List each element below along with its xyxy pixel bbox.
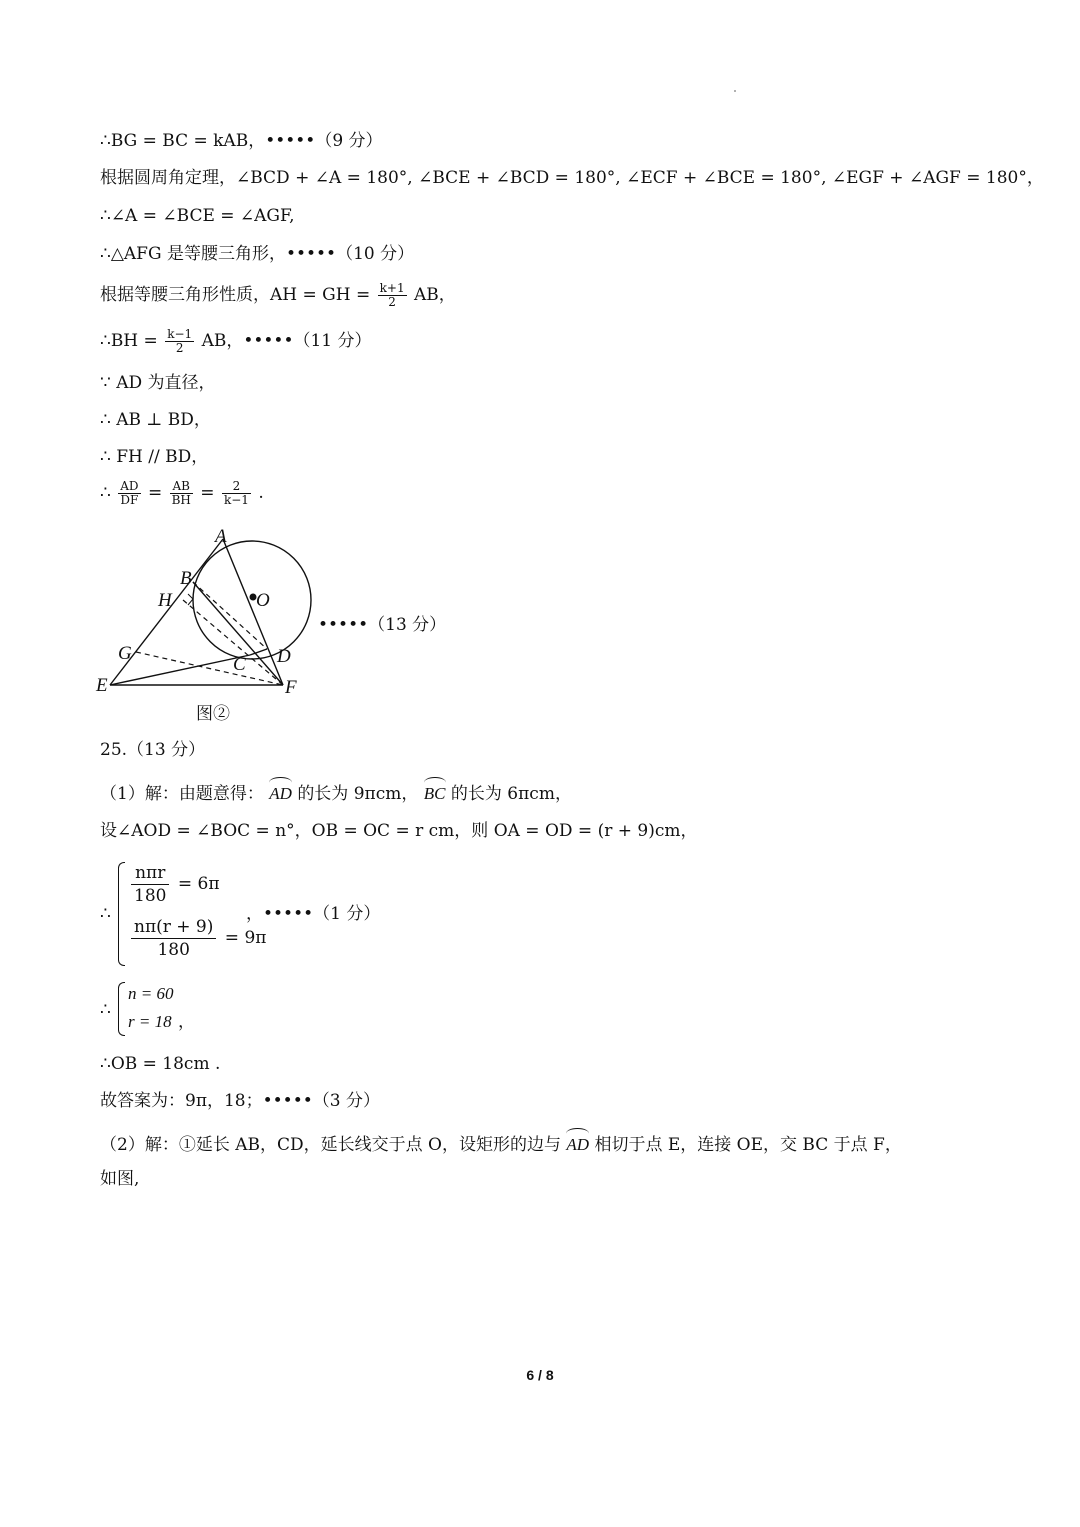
line-angle-equal: ∴∠A = ∠BCE = ∠AGF, [100, 206, 295, 226]
scan-speck [734, 90, 736, 92]
line-set-angle: 设∠AOD = ∠BOC = n°，OB = OC = r cm，则 OA = OD = (r + 9)cm， [100, 821, 698, 841]
line-isosceles: ∴△AFG 是等腰三角形，•••••（10 分） [100, 244, 415, 264]
label-e: E [96, 675, 108, 696]
ratio-prefix: ∴ [100, 483, 111, 503]
line-ab-perp-bd: ∴ AB ⊥ BD， [100, 410, 211, 430]
fraction-numerator: k+1 [379, 281, 405, 295]
system1-eq1 [128, 862, 220, 907]
arc-ad: AD [269, 779, 292, 805]
fraction-numerator: 2 [222, 480, 251, 494]
arc-bc: BC [424, 779, 446, 805]
dashed-gf [136, 652, 283, 685]
ratio-period: . [258, 483, 264, 503]
eq2-rhs: = 9π [224, 928, 267, 948]
fraction-denominator: 2 [388, 295, 396, 309]
ratio-fraction-ab-bh [170, 480, 193, 507]
fraction-denominator: 180 [134, 886, 167, 906]
arc-ad-part2: AD [566, 1130, 589, 1156]
line-part2 [100, 1130, 902, 1156]
label-h: H [158, 590, 172, 611]
fraction-denominator: k−1 [223, 493, 249, 507]
system2-eq1: n = 60 [128, 984, 174, 1003]
system2-brace [118, 982, 125, 1036]
line-ad-diameter: ∵ AD 为直径， [100, 373, 216, 393]
part1-text: （1）解：由题意得： [100, 784, 264, 804]
line-inscribed-angle: 根据圆周角定理，∠BCD + ∠A = 180°, ∠BCE + ∠BCD = 180°, ∠ECF + ∠BCE = 180°, ∠EGF + ∠AGF = 180°， [100, 168, 1044, 188]
system2-therefore: ∴ [100, 1000, 111, 1020]
label-a: A [215, 526, 227, 547]
score-13: •••••（13 分） [318, 615, 447, 635]
system1-brace [118, 862, 125, 966]
bh-fraction [165, 328, 194, 355]
label-f: F [285, 677, 297, 698]
label-b: B [180, 568, 192, 589]
line-bg-bc: ∴BG = BC = kAB，•••••（9 分） [100, 131, 383, 151]
line-bh [100, 328, 372, 355]
page-number: 6 / 8 [526, 1367, 554, 1383]
line-fh-parallel-bd: ∴ FH // BD， [100, 447, 209, 467]
system2-eq2: r = 18 [128, 1012, 172, 1031]
fraction-numerator: AB [170, 480, 193, 494]
part1-tail: 的长为 6πcm， [450, 784, 572, 804]
line-as-figure: 如图, [100, 1169, 140, 1189]
eq1-rhs: = 6π [177, 874, 220, 894]
fraction-numerator: AD [120, 479, 139, 493]
line-ratio [100, 480, 264, 507]
label-d: D [277, 646, 291, 667]
system1-score: ，•••••（1 分） [246, 904, 381, 924]
label-c: C [233, 654, 246, 675]
ratio-equals: = [200, 483, 215, 503]
figure-caption: 图② [196, 704, 230, 724]
fraction-denominator: BH [171, 493, 191, 507]
part1-mid: 的长为 9πcm， [297, 784, 419, 804]
fraction-denominator: DF [120, 493, 139, 507]
line-answer: 故答案为：9π，18；•••••（3 分） [100, 1091, 380, 1111]
ah-gh-text: 根据等腰三角形性质，AH = GH = [100, 285, 371, 305]
eq2-fraction [131, 916, 216, 961]
line-ob-result: ∴OB = 18cm . [100, 1054, 221, 1074]
right-angle-mark-h [188, 594, 193, 605]
part2-text: （2）解：①延长 AB，CD，延长线交于点 O，设矩形的边与 [100, 1135, 561, 1155]
line-ah-gh [100, 282, 456, 309]
ratio-equals: = [147, 483, 163, 503]
fraction-denominator: 2 [175, 341, 184, 355]
ratio-fraction-2-k [222, 480, 251, 507]
part2-tail: 相切于点 E，连接 OE，交 BC 于点 F， [594, 1135, 902, 1155]
ah-gh-fraction [378, 282, 407, 309]
fraction-numerator: nπr [131, 862, 169, 885]
eq1-fraction [131, 862, 169, 907]
question-25-heading: 25.（13 分） [100, 740, 206, 760]
label-g: G [118, 643, 132, 664]
bh-tail: AB，•••••（11 分） [201, 331, 372, 351]
geometry-figure [90, 520, 330, 705]
system2-comma: ， [178, 1012, 195, 1032]
fraction-numerator: k−1 [167, 327, 193, 341]
label-o: O [256, 590, 270, 611]
ratio-fraction-ad-df [118, 480, 140, 507]
fraction-numerator: nπ(r + 9) [131, 916, 216, 939]
bh-text: ∴BH = [100, 331, 158, 351]
line-part1 [100, 779, 572, 805]
ah-gh-tail: AB， [414, 285, 456, 305]
fraction-denominator: 180 [157, 940, 190, 960]
system1-therefore: ∴ [100, 904, 111, 924]
segment-af [223, 539, 283, 685]
